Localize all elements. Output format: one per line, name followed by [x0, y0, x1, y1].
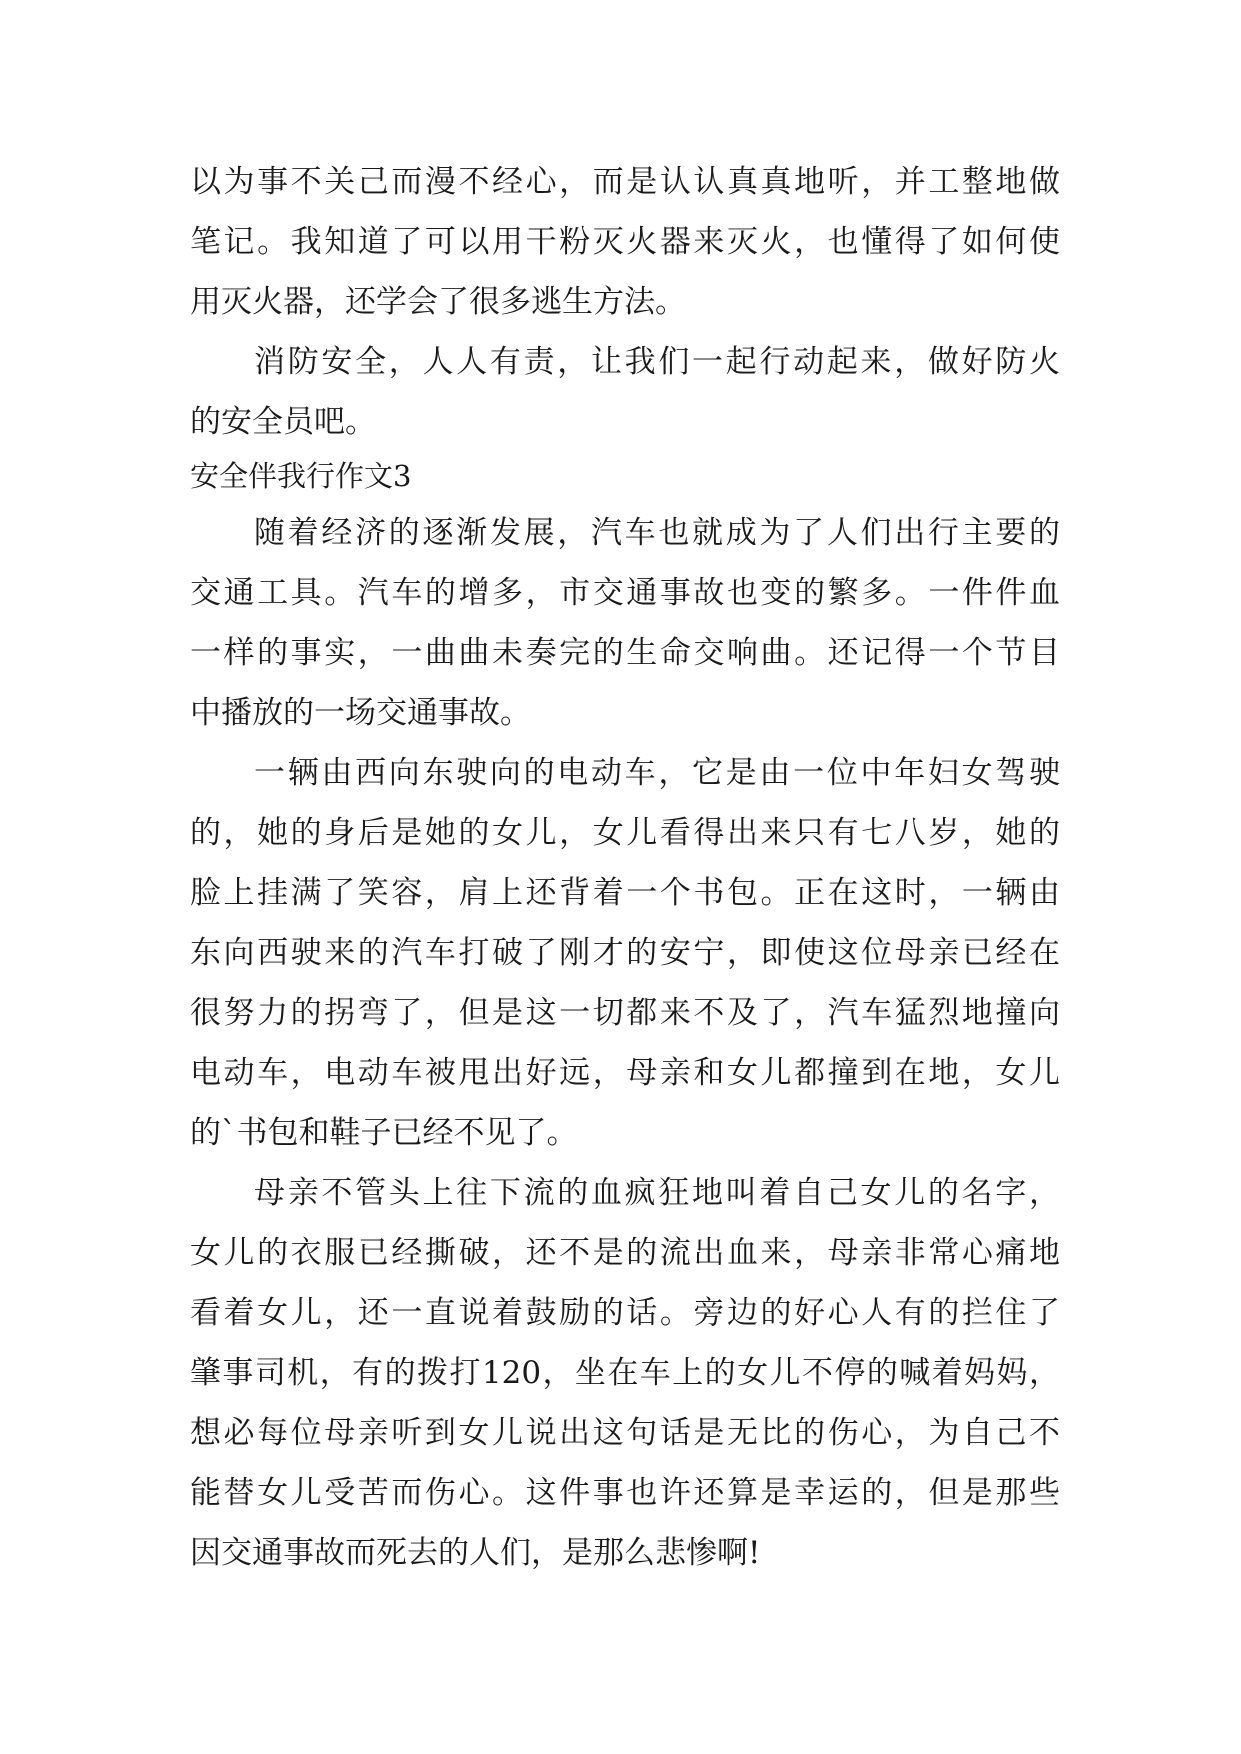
- paragraph-line: 电动车，电动车被甩出好远，母亲和女儿都撞到在地，女儿: [190, 1055, 1060, 1091]
- paragraph-line: 想必每位母亲听到女儿说出这句话是无比的伤心，为自己不: [190, 1415, 1060, 1451]
- paragraph-line: 的安全员吧。: [190, 404, 376, 440]
- paragraph-line: 肇事司机，有的拨打120，坐在车上的女儿不停的喊着妈妈，: [190, 1355, 1060, 1391]
- paragraph-line: 的，她的身后是她的女儿，女儿看得出来只有七八岁，她的: [190, 815, 1060, 851]
- paragraph-line: 看着女儿，还一直说着鼓励的话。旁边的好心人有的拦住了: [190, 1295, 1060, 1331]
- paragraph-line: 的`书包和鞋子已经不见了。: [190, 1115, 578, 1151]
- section-heading: 安全伴我行作文3: [190, 459, 412, 493]
- paragraph-line: 脸上挂满了笑容，肩上还背着一个书包。正在这时，一辆由: [190, 875, 1060, 911]
- paragraph-line: 笔记。我知道了可以用干粉灭火器来灭火，也懂得了如何使: [190, 224, 1060, 260]
- paragraph-line: 交通工具。汽车的增多，市交通事故也变的繁多。一件件血: [190, 575, 1060, 611]
- paragraph-line: 一辆由西向东驶向的电动车，它是由一位中年妇女驾驶: [254, 755, 1060, 791]
- paragraph-line: 因交通事故而死去的人们，是那么悲惨啊!: [190, 1535, 761, 1571]
- paragraph-line: 一样的事实，一曲曲未奏完的生命交响曲。还记得一个节目: [190, 635, 1060, 671]
- paragraph-line: 中播放的一场交通事故。: [190, 695, 531, 731]
- paragraph-line: 女儿的衣服已经撕破，还不是的流出血来，母亲非常心痛地: [190, 1235, 1060, 1271]
- paragraph-line: 母亲不管头上往下流的血疯狂地叫着自己女儿的名字，: [254, 1175, 1060, 1211]
- paragraph-line: 很努力的拐弯了，但是这一切都来不及了，汽车猛烈地撞向: [190, 995, 1060, 1031]
- paragraph-line: 消防安全，人人有责，让我们一起行动起来，做好防火: [254, 344, 1060, 380]
- paragraph-line: 以为事不关己而漫不经心，而是认认真真地听，并工整地做: [190, 164, 1060, 200]
- paragraph-line: 用灭火器，还学会了很多逃生方法。: [190, 284, 686, 320]
- paragraph-line: 东向西驶来的汽车打破了刚才的安宁，即使这位母亲已经在: [190, 935, 1060, 971]
- paragraph-line: 能替女儿受苦而伤心。这件事也许还算是幸运的，但是那些: [190, 1475, 1060, 1511]
- paragraph-line: 随着经济的逐渐发展，汽车也就成为了人们出行主要的: [254, 515, 1060, 551]
